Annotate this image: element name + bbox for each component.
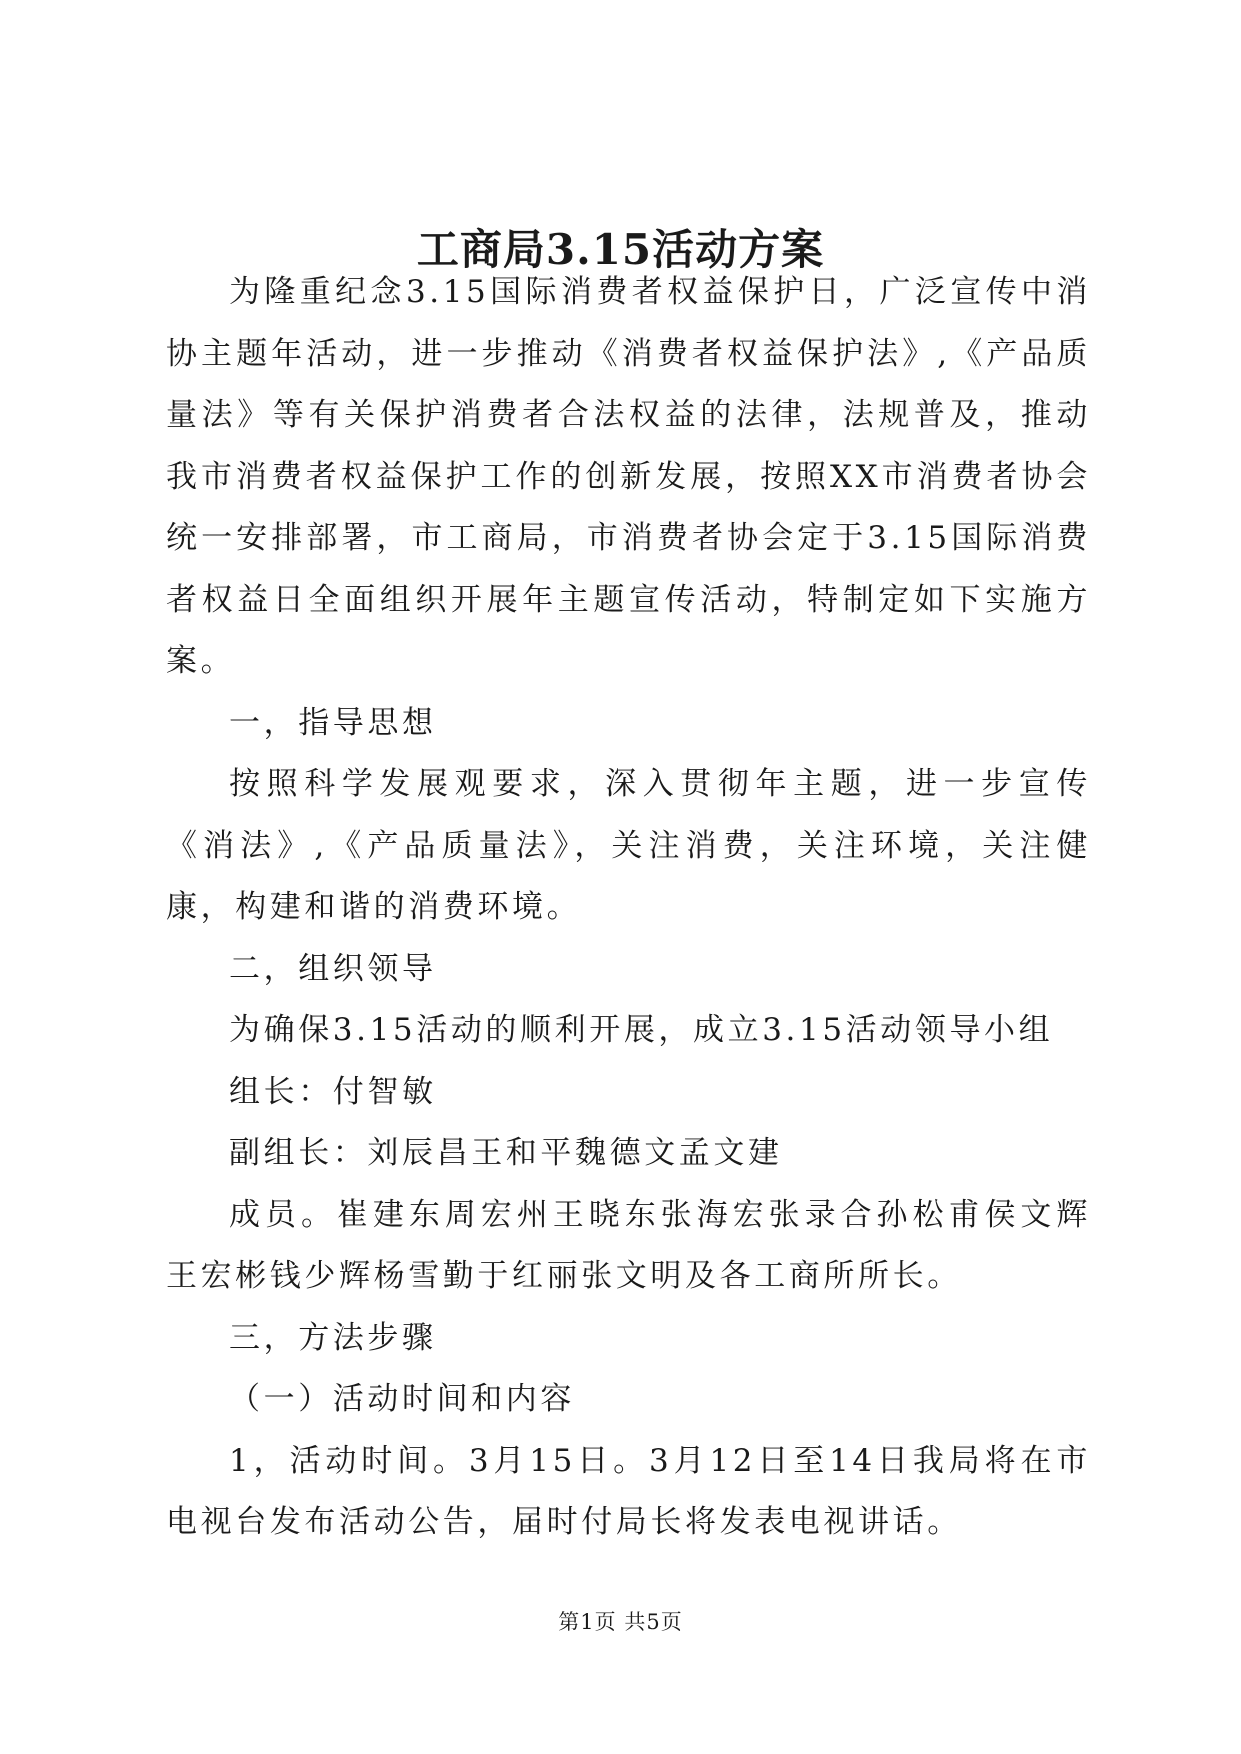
paragraph-group-leader: 组长：付智敏 bbox=[229, 1073, 437, 1110]
paragraph-intro: 为隆重纪念3.15国际消费者权益保护日，广泛宣传中消协主题年活动，进一步推动《消费者权益保护法》,《产品质量法》等有关保护消费者合法权益的法律，法规普及，推动我市消费者权益保护工作的创新发展，按照XX市消费者协会统一安排部署，市工商局，市消费者协会定于3.15国际消费者权益日全面组织开展年主题宣传活动，特制定如下实施方案。 bbox=[166, 274, 1091, 679]
subheading-time-content: （一）活动时间和内容 bbox=[229, 1381, 575, 1417]
paragraph-deputy-leaders: 副组长：刘辰昌王和平魏德文孟文建 bbox=[229, 1135, 783, 1171]
paragraph-activity-time: 1，活动时间。3月15日。3月12日至14日我局将在市电视台发布活动公告，届时付局长将发表电视讲话。 bbox=[166, 1442, 1091, 1540]
heading-methods: 三，方法步骤 bbox=[229, 1319, 437, 1356]
paragraph-leading-group: 为确保3.15活动的顺利开展，成立3.15活动领导小组 bbox=[229, 1012, 1054, 1048]
document-body bbox=[166, 262, 1091, 1554]
paragraph-guiding-thought: 按照科学发展观要求，深入贯彻年主题，进一步宣传《消法》,《产品质量法》，关注消费，关注环境，关注健康，构建和谐的消费环境。 bbox=[166, 766, 1091, 925]
heading-guiding-thought: 一，指导思想 bbox=[229, 704, 437, 741]
document-title: 工商局3.15活动方案 bbox=[416, 225, 825, 274]
heading-organization: 二，组织领导 bbox=[229, 950, 437, 987]
page-footer: 第1页 共5页 bbox=[558, 1610, 683, 1634]
paragraph-members: 成员。崔建东周宏州王晓东张海宏张录合孙松甫侯文辉王宏彬钱少辉杨雪勤于红丽张文明及各工商所所长。 bbox=[166, 1196, 1091, 1294]
